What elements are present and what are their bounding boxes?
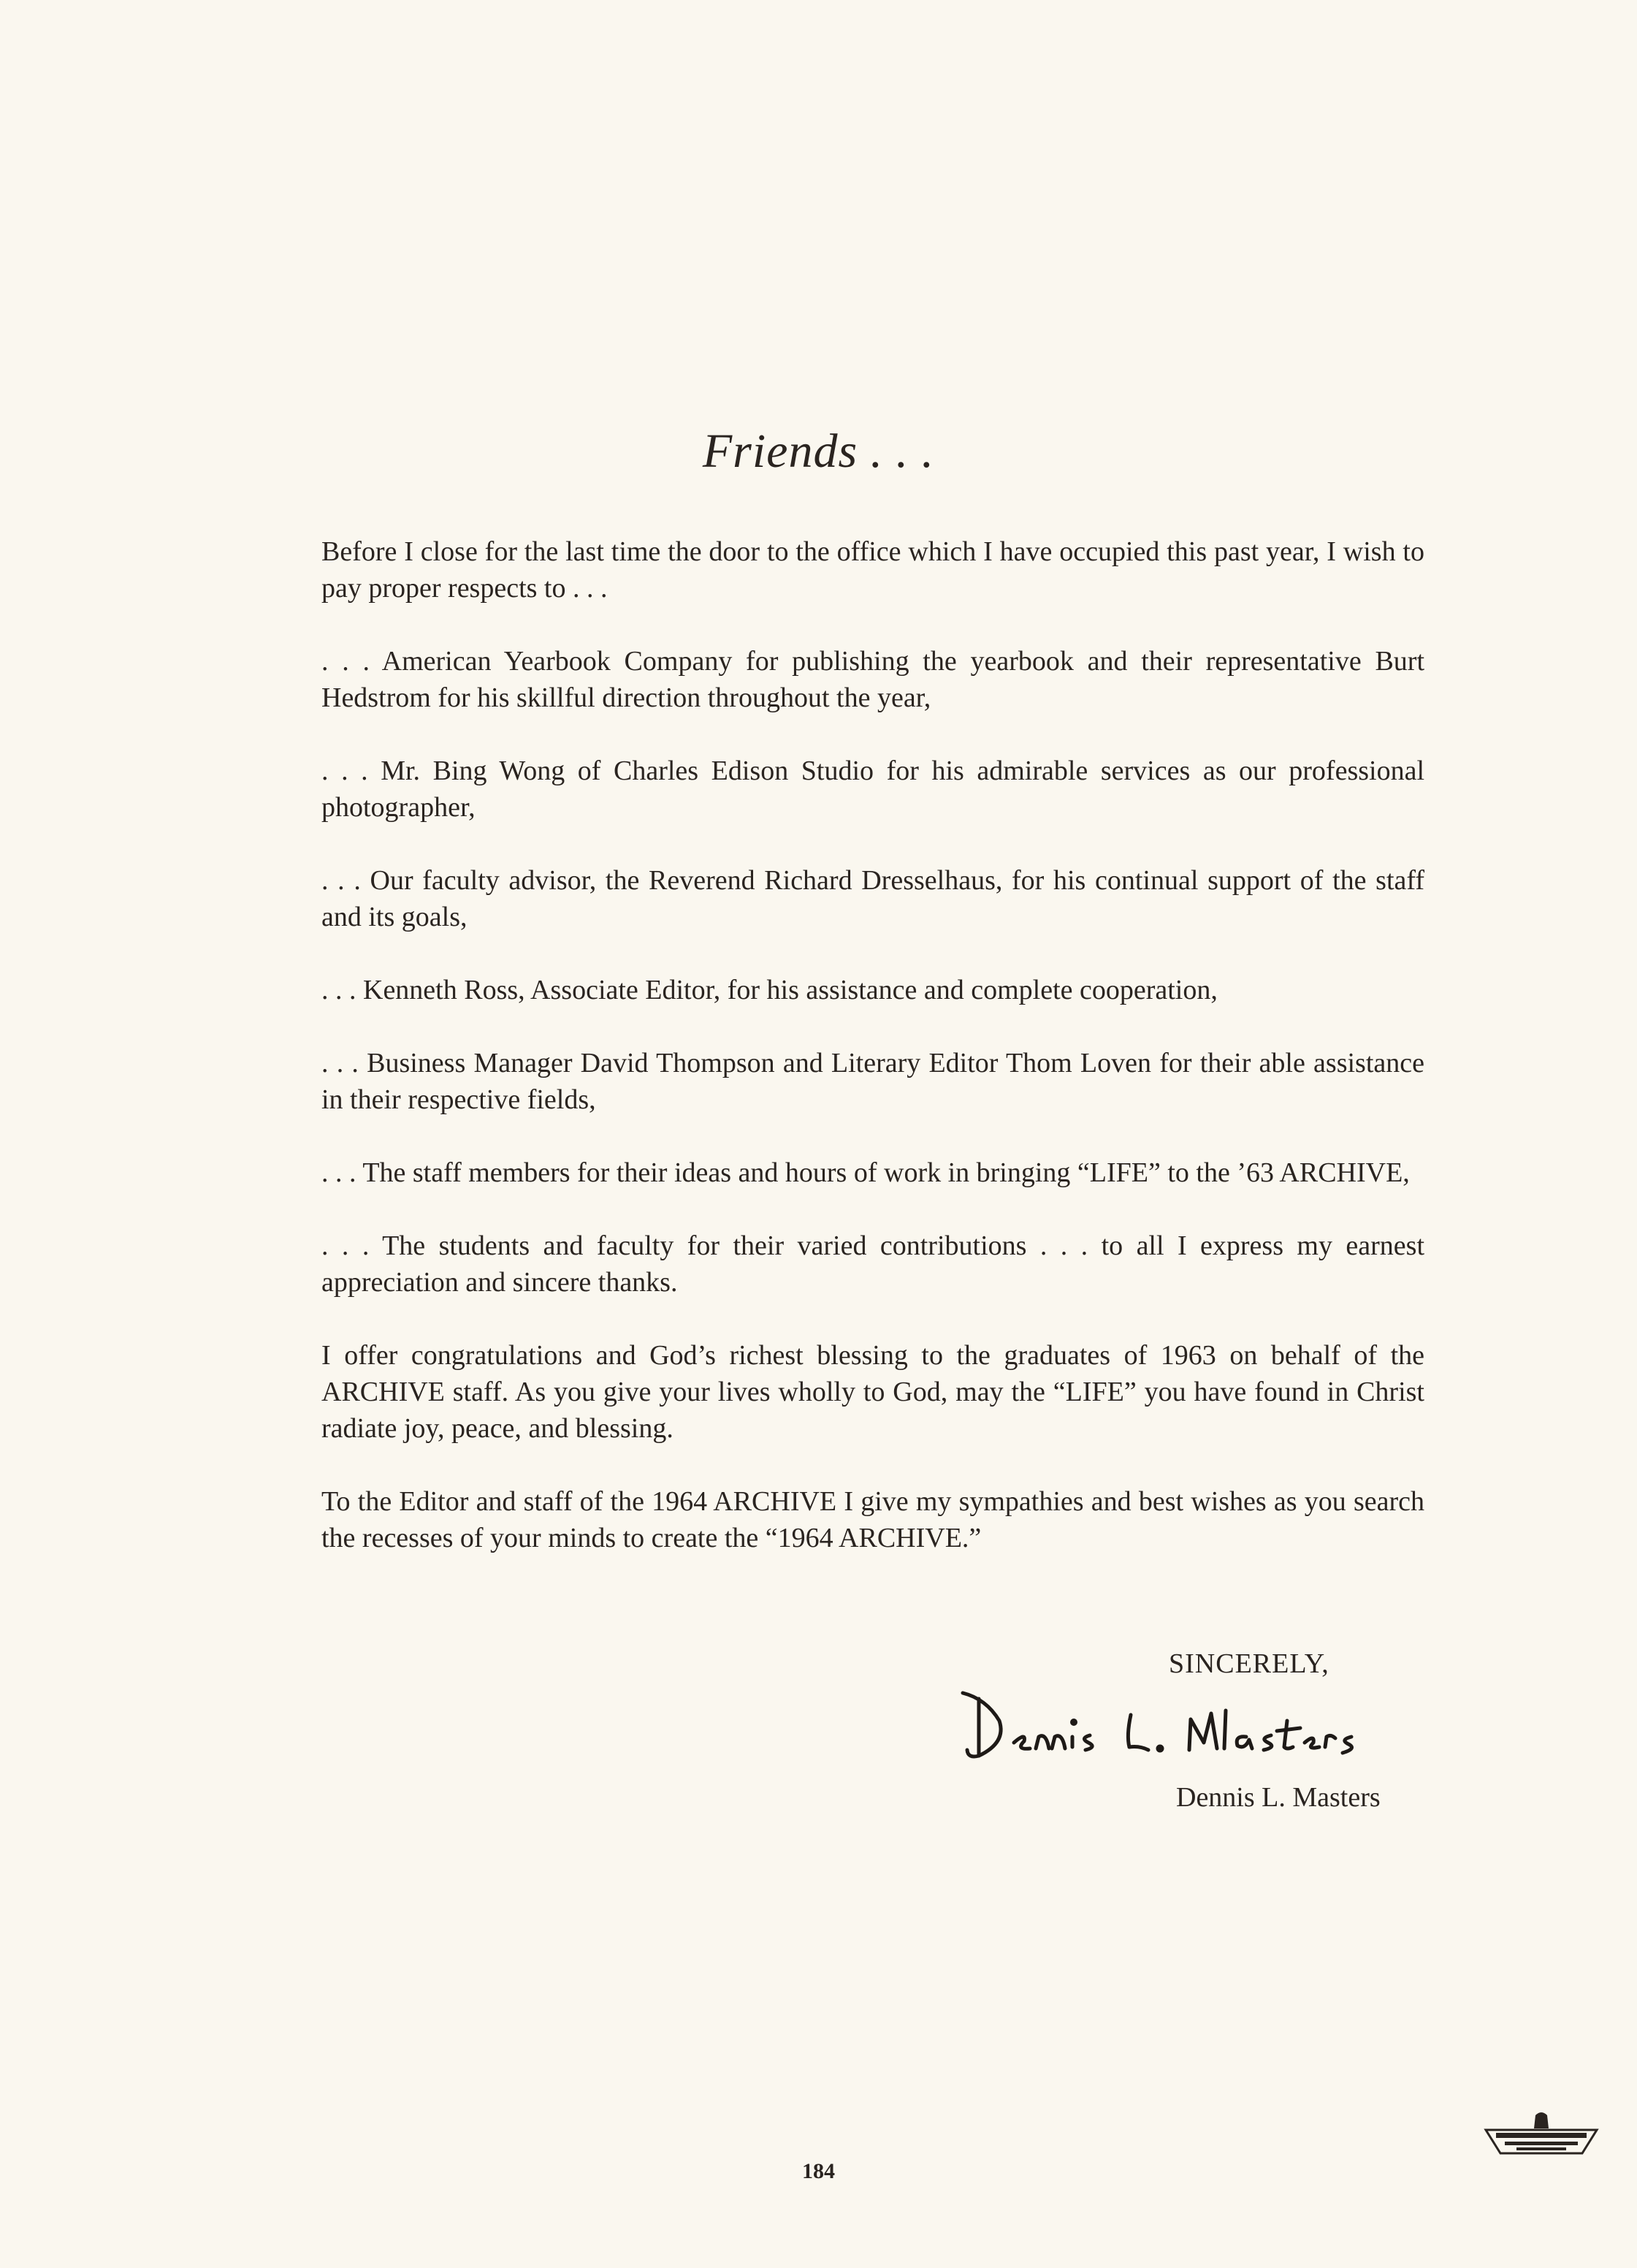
letter-paragraph: . . . Business Manager David Thompson and Literary Editor Thom Loven for their able assistance in their respective fields, bbox=[321, 1048, 1424, 1115]
letter-body bbox=[321, 533, 1424, 1593]
letter-paragraph: . . . The students and faculty for their varied contributions . . . to all I express my earnest appreciation and sincere thanks. bbox=[321, 1230, 1424, 1298]
handwritten-signature bbox=[957, 1670, 1439, 1772]
page-number: 184 bbox=[802, 2159, 835, 2183]
letter-paragraph: Before I close for the last time the door to the office which I have occupied this past year, I wish to pay proper respects to . . . bbox=[321, 536, 1424, 604]
letter-paragraph: . . . American Yearbook Company for publishing the yearbook and their representative Burt Hedstrom for his skillful direction throughout the year, bbox=[321, 646, 1424, 713]
letter-paragraph: . . . Mr. Bing Wong of Charles Edison Studio for his admirable services as our professional photographer, bbox=[321, 756, 1424, 823]
letter-paragraph: . . . Our faculty advisor, the Reverend Richard Dresselhaus, for his continual support of the staff and its goals, bbox=[321, 865, 1424, 932]
letter-paragraph: To the Editor and staff of the 1964 ARCHIVE I give my sympathies and best wishes as you search the recesses of your minds to create the “1964 ARCHIVE.” bbox=[321, 1486, 1424, 1553]
printed-name: Dennis L. Masters bbox=[1176, 1782, 1381, 1813]
publisher-logo-icon bbox=[1483, 2108, 1600, 2166]
letter-paragraph: I offer congratulations and God’s richest blessing to the graduates of 1963 on behalf of the ARCHIVE staff. As you give your lives wholly to God, may the “LIFE” you have found in Christ radiate joy, peace, and blessing. bbox=[321, 1340, 1424, 1444]
letter-paragraph: . . . Kenneth Ross, Associate Editor, for his assistance and complete cooperation, bbox=[321, 975, 1218, 1005]
letter-paragraph: . . . The staff members for their ideas and hours of work in bringing “LIFE” to the ’63 ARCHIVE, bbox=[321, 1157, 1410, 1188]
page-title: Friends . . . bbox=[702, 425, 935, 478]
closing-salutation: SINCERELY, bbox=[1169, 1648, 1329, 1679]
